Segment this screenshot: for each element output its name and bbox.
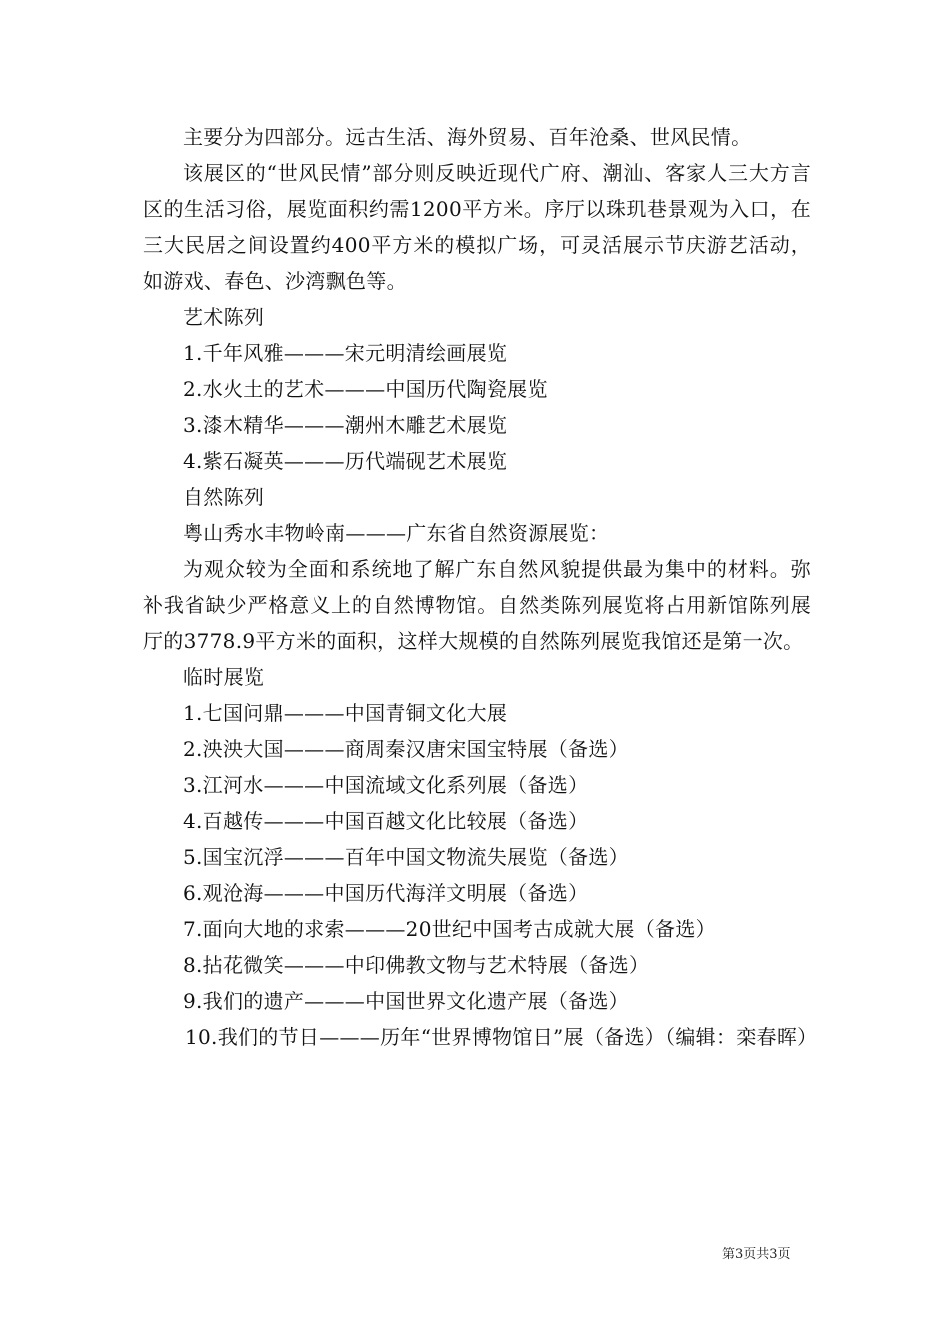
list-item-temp-5: 5.国宝沉浮———百年中国文物流失展览（备选） [183, 845, 629, 869]
heading-art-exhibits: 艺术陈列 [183, 305, 265, 329]
list-item-temp-7: 7.面向大地的求索———20世纪中国考古成就大展（备选） [183, 917, 716, 941]
list-item-art-3: 3.漆木精华———潮州木雕艺术展览 [183, 413, 508, 437]
paragraph-folk-customs: 该展区的“世风民情”部分则反映近现代广府、潮汕、客家人三大方言区的生活习俗，展览面积约需1200平方米。序厅以珠玑巷景观为入口，在三大民居之间设置约400平方米的模拟广场，可灵活展示节庆游艺活动，如游戏、春色、沙湾飘色等。 [143, 161, 811, 293]
heading-nature-exhibits: 自然陈列 [183, 485, 265, 509]
list-item-temp-2: 2.泱泱大国———商周秦汉唐宋国宝特展（备选） [183, 737, 629, 761]
heading-temporary-exhibits: 临时展览 [183, 665, 265, 689]
list-item-art-1: 1.千年风雅———宋元明清绘画展览 [183, 341, 508, 365]
list-item-art-4: 4.紫石凝英———历代端砚艺术展览 [183, 449, 508, 473]
list-item-art-2: 2.水火土的艺术———中国历代陶瓷展览 [183, 377, 548, 401]
paragraph-nature-description: 为观众较为全面和系统地了解广东自然风貌提供最为集中的材料。弥补我省缺少严格意义上的自然博物馆。自然类陈列展览将占用新馆陈列展厅的3778.9平方米的面积，这样大规模的自然陈列展览我馆还是第一次。 [143, 557, 811, 653]
list-item-temp-4: 4.百越传———中国百越文化比较展（备选） [183, 809, 589, 833]
page-number-footer: 第3页共3页 [722, 1247, 791, 1262]
nature-exhibit-title: 粤山秀水丰物岭南———广东省自然资源展览： [183, 521, 610, 545]
list-item-temp-6: 6.观沧海———中国历代海洋文明展（备选） [183, 881, 589, 905]
list-item-temp-1: 1.七国问鼎———中国青铜文化大展 [183, 701, 508, 725]
list-item-temp-9: 9.我们的遗产———中国世界文化遗产展（备选） [183, 989, 629, 1013]
list-item-temp-8: 8.拈花微笑———中印佛教文物与艺术特展（备选） [183, 953, 650, 977]
paragraph-overview: 主要分为四部分。远古生活、海外贸易、百年沧桑、世风民情。 [183, 125, 752, 149]
list-item-temp-10: 10.我们的节日———历年“世界博物馆日”展（备选）（编辑：栾春晖） [185, 1025, 818, 1049]
document-body [143, 119, 818, 1055]
list-item-temp-3: 3.江河水———中国流域文化系列展（备选） [183, 773, 589, 797]
